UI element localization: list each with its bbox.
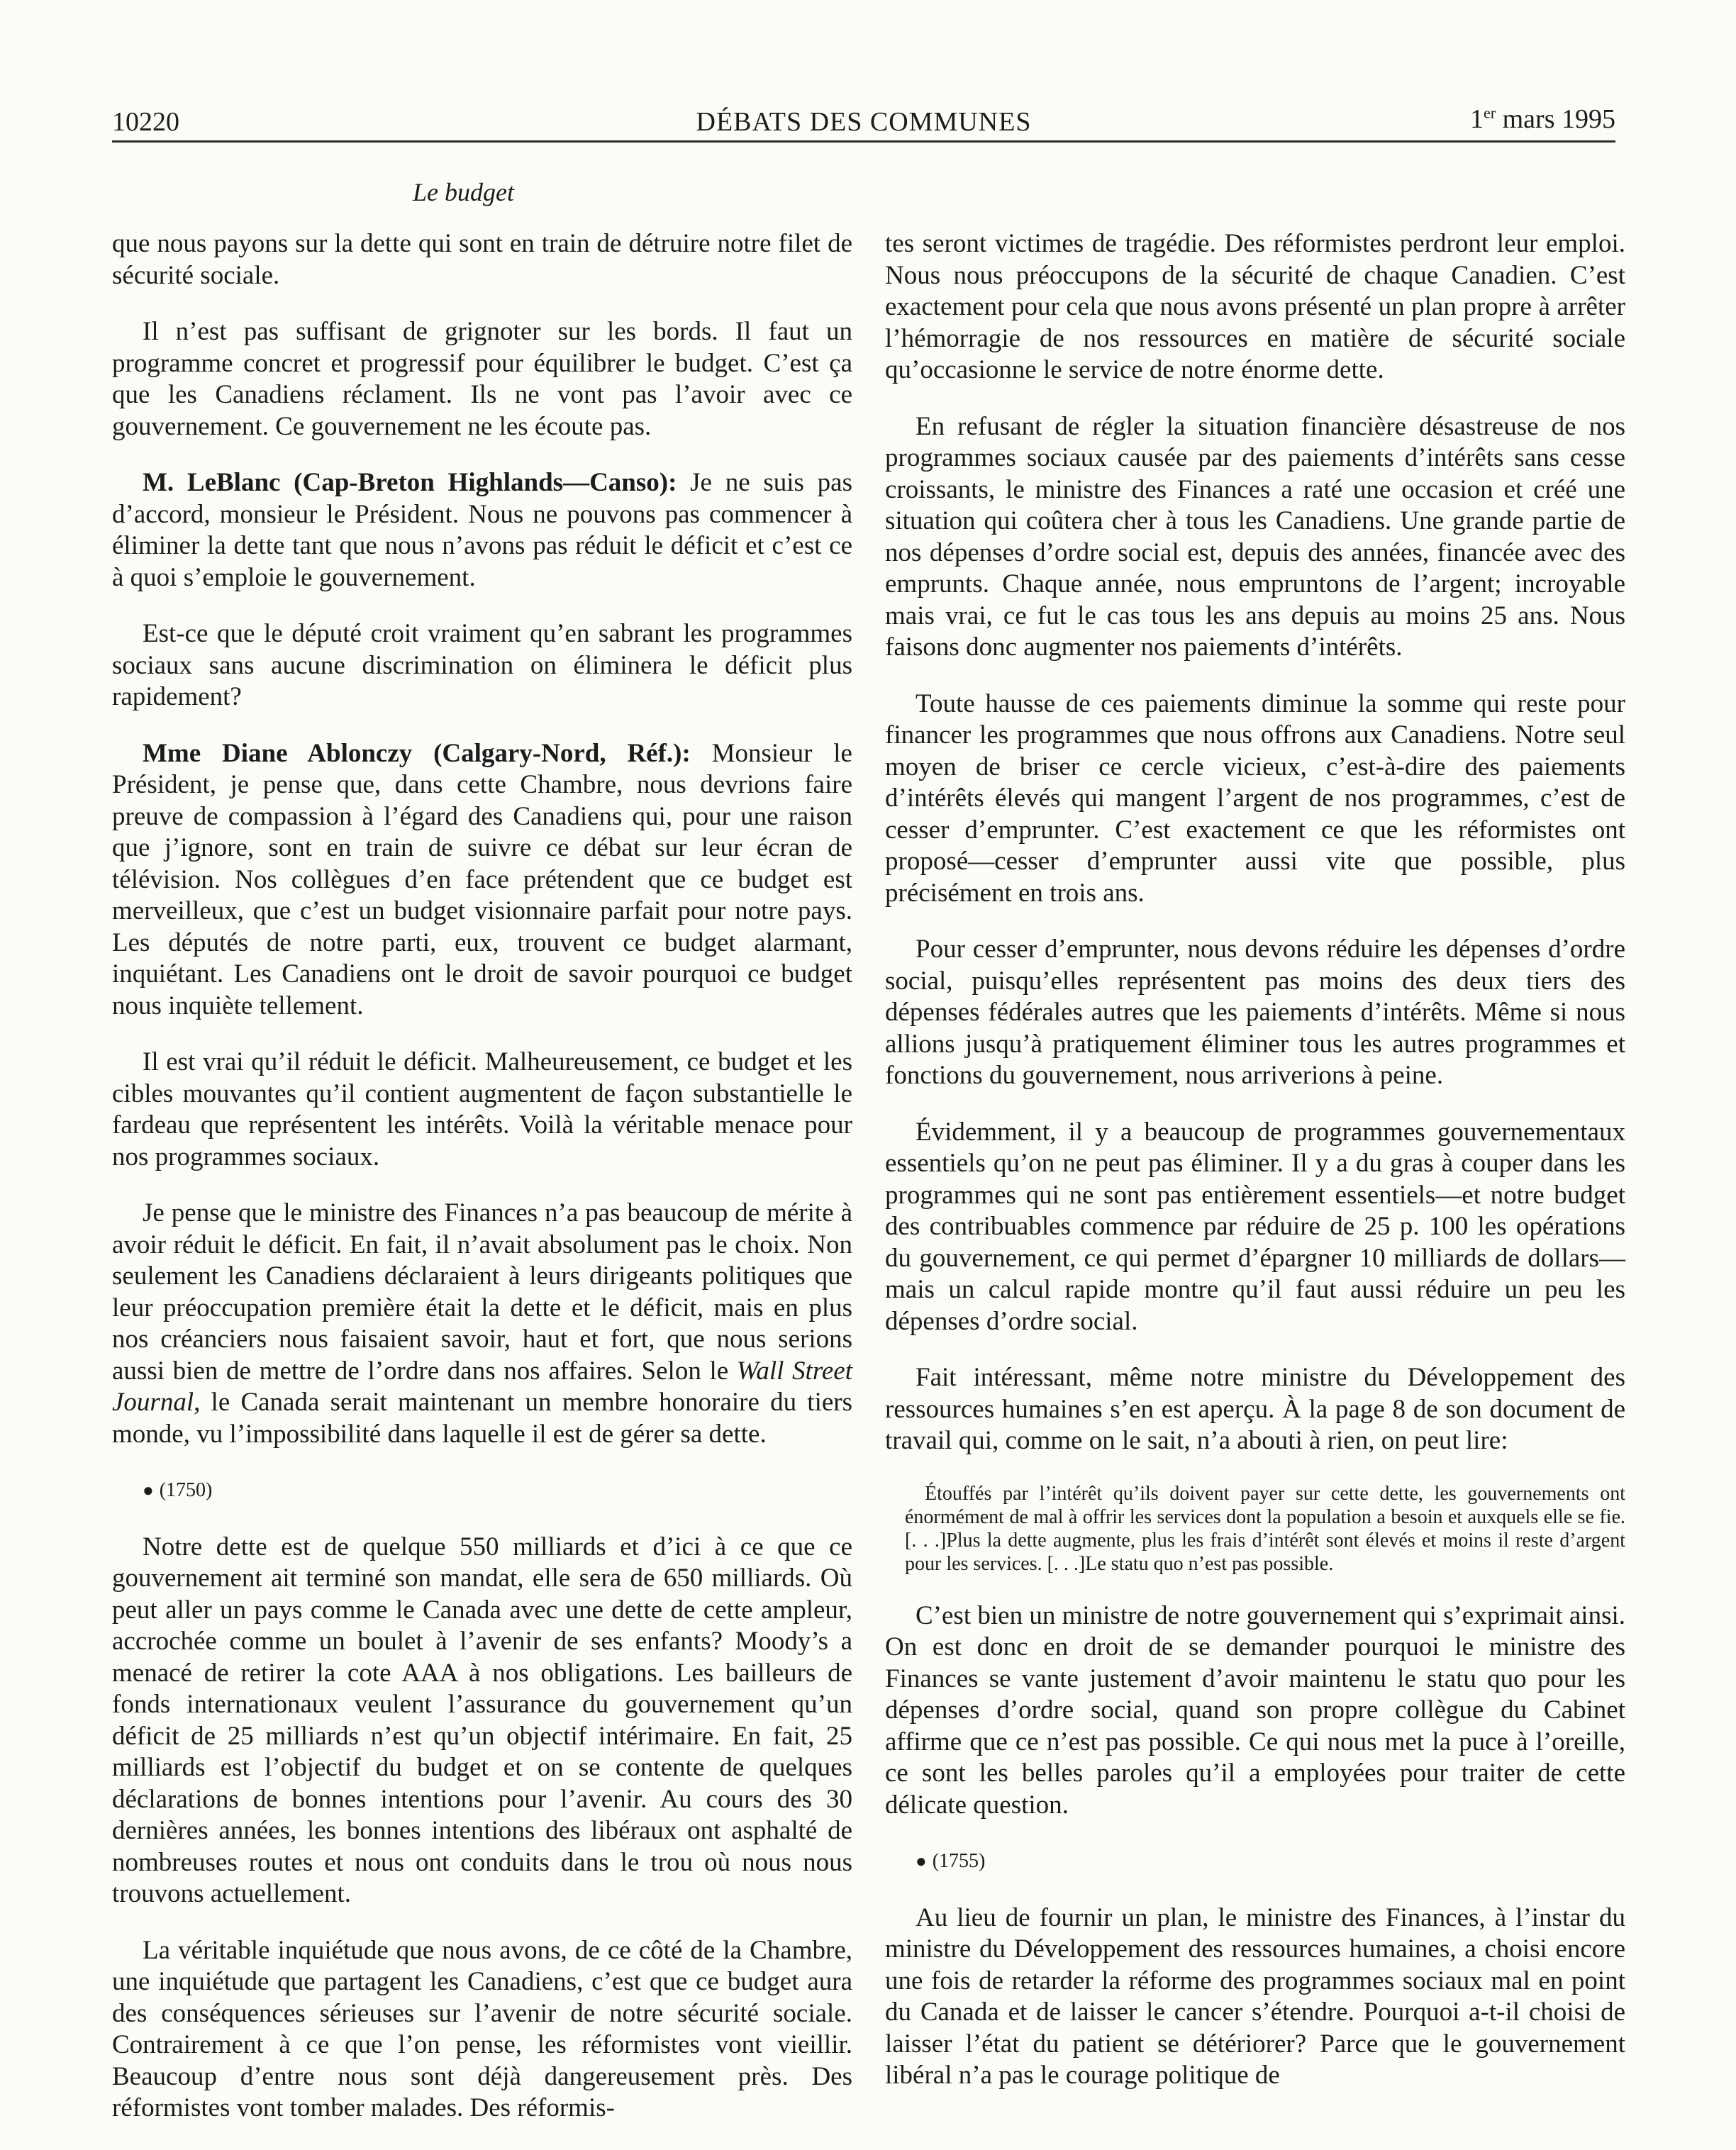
paragraph: Évidemment, il y a beaucoup de programmes gouvernementaux essentiels qu’on ne peut pas éliminer. Il y a du gras à couper dans les programmes qui ne sont pas entièrement essentiels—et notre budget des contribuables commence par réduire de 25 p. 100 les opérations du gouvernement, ce qui permet d’épargner 10 milliards de dollars—mais un calcul rapide montre qu’il faut aussi réduire un peu les dépenses d’ordre social.: [885, 1117, 1625, 1336]
paragraph: En refusant de régler la situation financière désastreuse de nos programmes sociaux causée par des paiements d’intérêts sans cesse croissants, le ministre des Finances a raté une occasion et créé une situation qui coûtera cher à tous les Canadiens. Une grande partie de nos dépenses d’ordre social est, depuis des années, financée avec des emprunts. Chaque année, nous empruntons de l’argent; incroyable mais vrai, ce fut le cas tous les ans depuis au moins 25 ans. Nous faisons donc augmenter nos paiements d’intérêts.: [885, 411, 1625, 662]
paragraph: [112, 467, 852, 594]
speech-text: Monsieur le Président, je pense que, dans cette Chambre, nous devrions faire preuve de compassion à l’égard des Canadiens qui, pour une raison que j’ignore, sont en train de suivre ce débat sur leur écran de télévision. Nos collègues d’en face prétendent que ce budget est merveilleux, que c’est un budget visionnaire parfait pour notre pays. Les députés de notre parti, eux, trouvent ce budget alarmant, inquiétant. Les Canadiens ont le droit de savoir pourquoi ce budget nous inquiète tellement.: [112, 738, 852, 1020]
section-subject: Le budget: [413, 178, 514, 206]
publication-reference: Wall Street Journal: [112, 1356, 852, 1417]
paragraph: C’est bien un ministre de notre gouvernement qui s’exprimait ainsi. On est donc en droit de se demander pourquoi le ministre des Finances se vante justement d’avoir maintenu le statu quo pour les dépenses d’ordre social, quand son propre collègue du Cabinet affirme que ce n’est pas possible. Ce qui nous met la puce à l’oreille, ce sont les belles paroles qu’il a employées pour traiter de cette délicate question.: [885, 1600, 1625, 1820]
paragraph: [112, 1198, 852, 1450]
paragraph: que nous payons sur la dette qui sont en train de détruire notre filet de sécurité sociale.: [112, 229, 852, 290]
right-column: [885, 228, 1625, 2117]
paragraph: [112, 738, 852, 1023]
time-marker: [112, 1475, 852, 1507]
speech-text: Je ne suis pas d’accord, monsieur le Président. Nous ne pouvons pas commencer à éliminer la dette tant que nous n’avons pas réduit le déficit et c’est ce à quoi s’emploie le gouvernement.: [112, 468, 852, 592]
date-prefix: 1: [1470, 104, 1484, 134]
paragraph: Est-ce que le député croit vraiment qu’en sabrant les programmes sociaux sans aucune discrimination on éliminera le déficit plus rapidement?: [112, 619, 852, 711]
date-superscript: er: [1484, 104, 1496, 122]
time-marker-text: (1755): [932, 1850, 986, 1872]
paragraph: Pour cesser d’emprunter, nous devons réduire les dépenses d’ordre social, puisqu’elles représentent pas moins des deux tiers des dépenses fédérales autres que les paiements d’intérêts. Même si nous allions jusqu’à pratiquement éliminer tous les autres programmes et fonctions du gouvernement, nous arriverions à peine.: [885, 935, 1625, 1090]
bullet-icon: ●: [143, 1480, 154, 1500]
time-marker-text: (1750): [159, 1479, 213, 1501]
paragraph-text: , le Canada serait maintenant un membre honoraire du tiers monde, vu l’impossibilité dans laquelle il est de gérer sa dette.: [112, 1388, 852, 1449]
paragraph: Au lieu de fournir un plan, le ministre des Finances, à l’instar du ministre du Développement des ressources humaines, a choisi encore une fois de retarder la réforme des programmes sociaux mal en point du Canada et de laisser le cancer s’étendre. Pourquoi a-t-il choisi de laisser l’état du patient se détériorer? Parce que le gouvernement libéral n’a pas le courage politique de: [885, 1903, 1625, 2090]
paragraph-text: Je pense que le ministre des Finances n’a pas beaucoup de mérite à avoir réduit le déficit. En fait, il n’avait absolument pas le choix. Non seulement les Canadiens déclaraient à leurs dirigeants politiques que leur préoccupation première était la dette et le déficit, mais en plus nos créanciers nous faisaient savoir, haut et fort, que nous serions aussi bien de mettre de l’ordre dans nos affaires. Selon le: [112, 1198, 852, 1386]
bullet-icon: ●: [916, 1851, 927, 1871]
speaker-name: M. LeBlanc (Cap-Breton Highlands—Canso):: [143, 468, 677, 497]
paragraph: Notre dette est de quelque 550 milliards et d’ici à ce que ce gouvernement ait terminé son mandat, elle sera de 650 milliards. Où peut aller un pays comme le Canada avec une dette de cette ampleur, accrochée comme un boulet à l’avenir de ses enfants? Moody’s a menacé de retirer la cote AAA à nos obligations. Les bailleurs de fonds internationaux veulent l’assurance du gouvernement qu’un déficit de 25 milliards n’est qu’un objectif intérimaire. En fait, 25 milliards est l’objectif du budget et on se contente de quelques déclarations de bonnes intentions pour l’avenir. Au cours des 30 dernières années, les bonnes intentions des libéraux ont asphalté de nombreuses routes et nous ont conduits dans le trou où nous nous trouvons actuellement.: [112, 1532, 852, 1908]
paragraph: tes seront victimes de tragédie. Des réformistes perdront leur emploi. Nous nous préoccupons de la sécurité de chaque Canadien. C’est exactement pour cela que nous avons présenté un plan propre à arrêter l’hémorragie de nos ressources en matière de sécurité sociale qu’occasionne le service de notre énorme dette.: [885, 229, 1625, 384]
speaker-name: Mme Diane Ablonczy (Calgary-Nord, Réf.):: [143, 738, 691, 768]
page-number: 10220: [112, 107, 179, 137]
paragraph: La véritable inquiétude que nous avons, de ce côté de la Chambre, une inquiétude que partagent les Canadiens, c’est que ce budget aura des conséquences sérieuses sur l’avenir de notre sécurité sociale. Contrairement à ce que l’on pense, les réformistes vont vieillir. Beaucoup d’entre nous sont déjà dangereusement près. Des réformistes vont tomber malades. Des réformis-: [112, 1935, 852, 2122]
publication-title: DÉBATS DES COMMUNES: [696, 107, 1032, 137]
time-marker: [885, 1846, 1625, 1878]
date-rest: mars 1995: [1496, 104, 1615, 134]
left-column: [112, 228, 852, 2149]
page-header: [112, 101, 1615, 142]
page-date: [1470, 104, 1615, 135]
block-quote: Étouffés par l’intérêt qu’ils doivent payer sur cette dette, les gouvernements ont énormément de mal à offrir les services dont la population a besoin et auxquels elle se fie. [. . .]Plus la dette augmente, plus les frais d’intérêt sont élevés et moins il reste d’argent pour les services. [. . .]Le statu quo n’est pas possible.: [905, 1482, 1625, 1575]
paragraph: Il n’est pas suffisant de grignoter sur les bords. Il faut un programme concret et progressif pour équilibrer le budget. C’est ça que les Canadiens réclament. Ils ne vont pas l’avoir avec ce gouvernement. Ce gouvernement ne les écoute pas.: [112, 317, 852, 441]
paragraph: Il est vrai qu’il réduit le déficit. Malheureusement, ce budget et les cibles mouvantes qu’il contient augmentent de façon substantielle le fardeau que représentent les intérêts. Voilà la véritable menace pour nos programmes sociaux.: [112, 1047, 852, 1171]
paragraph: Toute hausse de ces paiements diminue la somme qui reste pour financer les programmes que nous offrons aux Canadiens. Notre seul moyen de briser ce cercle vicieux, c’est-à-dire des paiements d’intérêts élevés qui mangent l’argent de nos programmes, c’est de cesser d’emprunter. C’est exactement ce que les réformistes ont proposé—cesser d’emprunter aussi vite que possible, plus précisément en trois ans.: [885, 689, 1625, 908]
header-rule: [112, 140, 1615, 143]
paragraph: Fait intéressant, même notre ministre du Développement des ressources humaines s’en est aperçu. À la page 8 de son document de travail qui, comme on le sait, n’a abouti à rien, on peut lire:: [885, 1363, 1625, 1455]
